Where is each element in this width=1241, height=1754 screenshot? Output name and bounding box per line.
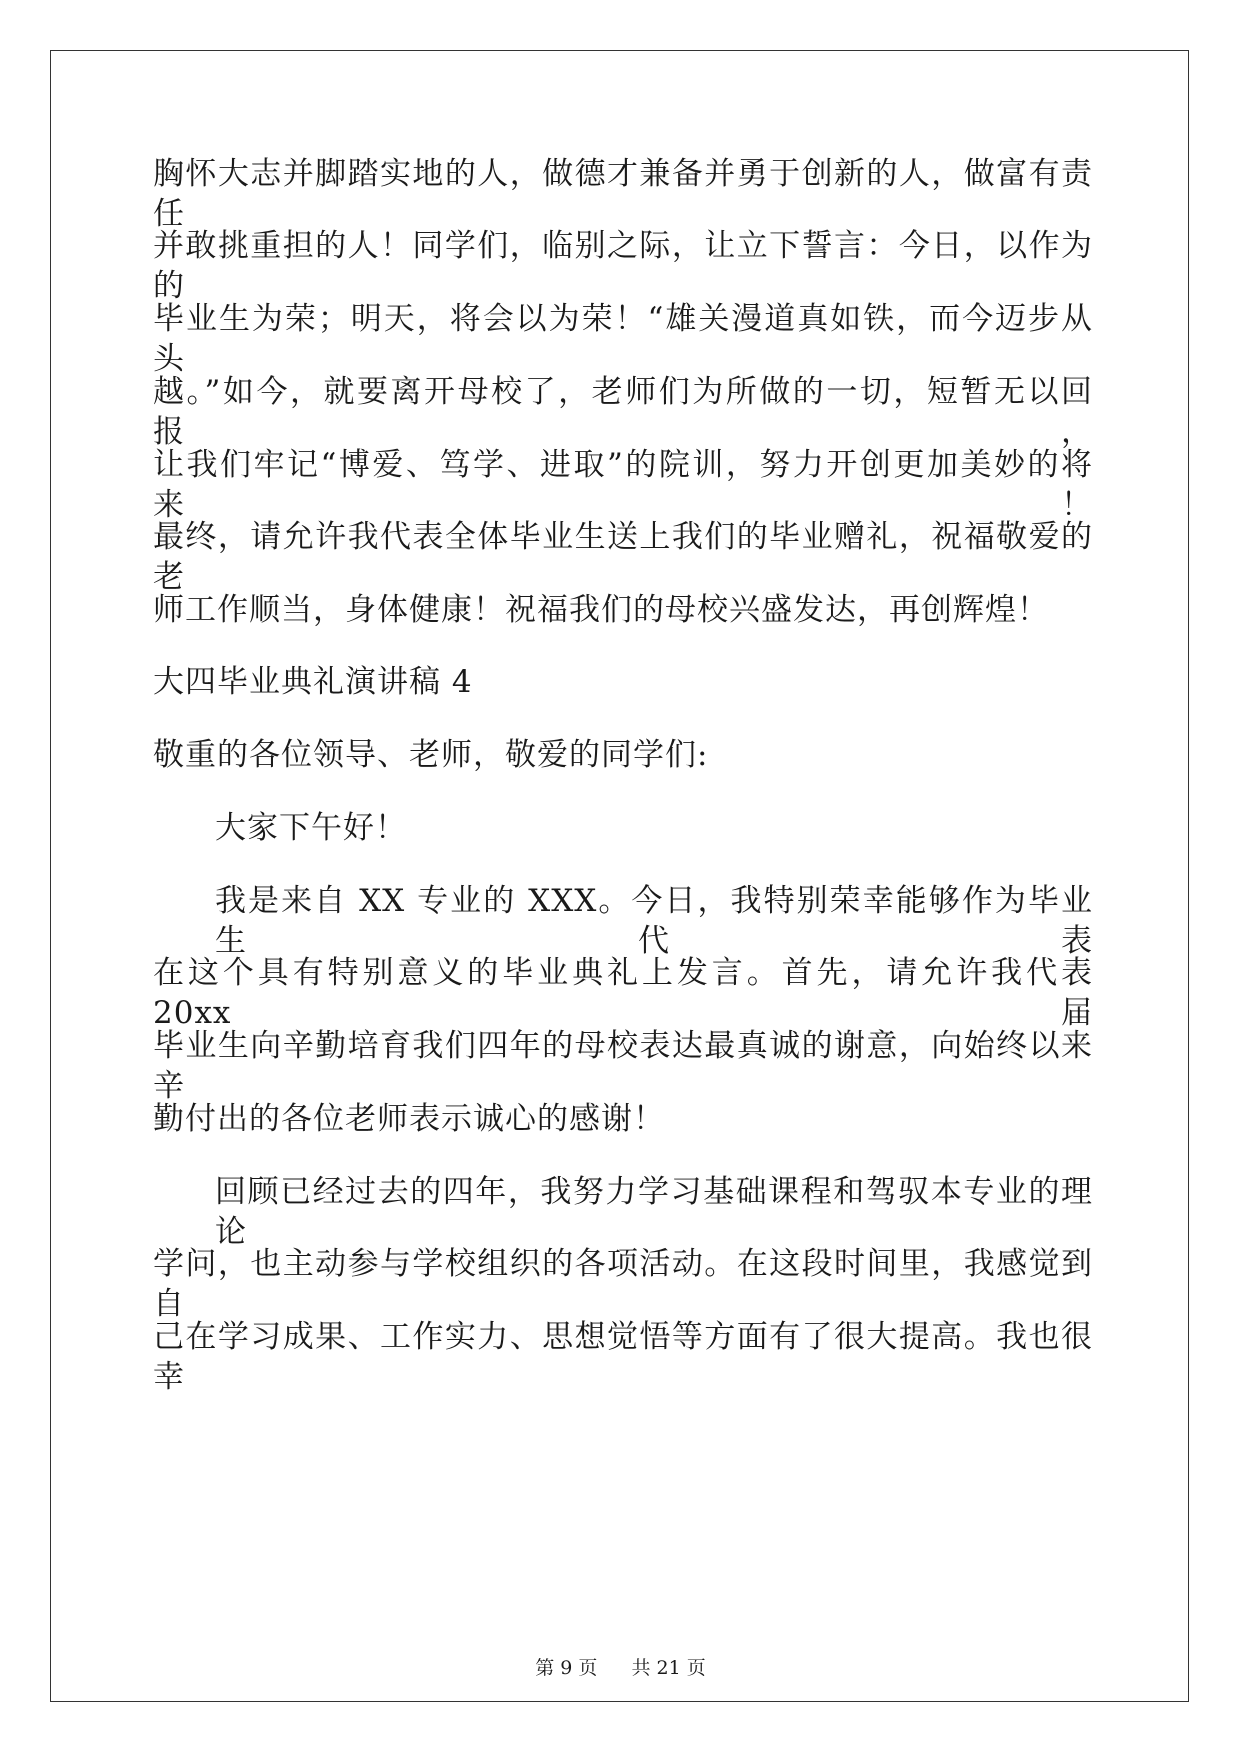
body-text-line: 胸怀大志并脚踏实地的人，做德才兼备并勇于创新的人，做富有责任	[153, 156, 1093, 232]
body-text-line: 毕业生为荣；明天，将会以为荣！“雄关漫道真如铁，而今迈步从头	[153, 301, 1093, 377]
page-number: 第 9 页	[535, 1657, 598, 1679]
body-text-line: 毕业生向辛勤培育我们四年的母校表达最真诚的谢意，向始终以来辛	[153, 1028, 1093, 1104]
body-text-line: 我是来自 XX 专业的 XXX。今日，我特别荣幸能够作为毕业生代表	[215, 883, 1093, 959]
body-text-line: 勤付出的各位老师表示诚心的感谢！	[153, 1101, 665, 1137]
body-text-line: 师工作顺当，身体健康！祝福我们的母校兴盛发达，再创辉煌！	[153, 592, 1049, 628]
body-text-line: 让我们牢记“博爱、笃学、进取”的院训，努力开创更加美妙的将来！	[153, 447, 1093, 523]
body-text-line: 回顾已经过去的四年，我努力学习基础课程和驾驭本专业的理论	[215, 1174, 1093, 1250]
body-text-line: 越。”如今，就要离开母校了，老师们为所做的一切，短暂无以回报，	[153, 374, 1093, 450]
body-text-line: 学问，也主动参与学校组织的各项活动。在这段时间里，我感觉到自	[153, 1246, 1093, 1322]
section-heading: 大四毕业典礼演讲稿 4	[153, 664, 473, 700]
page-footer	[0, 1656, 1241, 1680]
body-text-line: 并敢挑重担的人！同学们，临别之际，让立下誓言：今日，以作为的	[153, 228, 1093, 304]
page-total: 共 21 页	[631, 1657, 706, 1679]
body-text-line: 己在学习成果、工作实力、思想觉悟等方面有了很大提高。我也很幸	[153, 1319, 1093, 1395]
body-text-line: 在这个具有特别意义的毕业典礼上发言。首先，请允许我代表 20xx 届	[153, 955, 1093, 1031]
salutation: 敬重的各位领导、老师，敬爱的同学们:	[153, 737, 709, 773]
greeting: 大家下午好！	[215, 810, 407, 846]
body-text-line: 最终，请允许我代表全体毕业生送上我们的毕业赠礼，祝福敬爱的老	[153, 519, 1093, 595]
